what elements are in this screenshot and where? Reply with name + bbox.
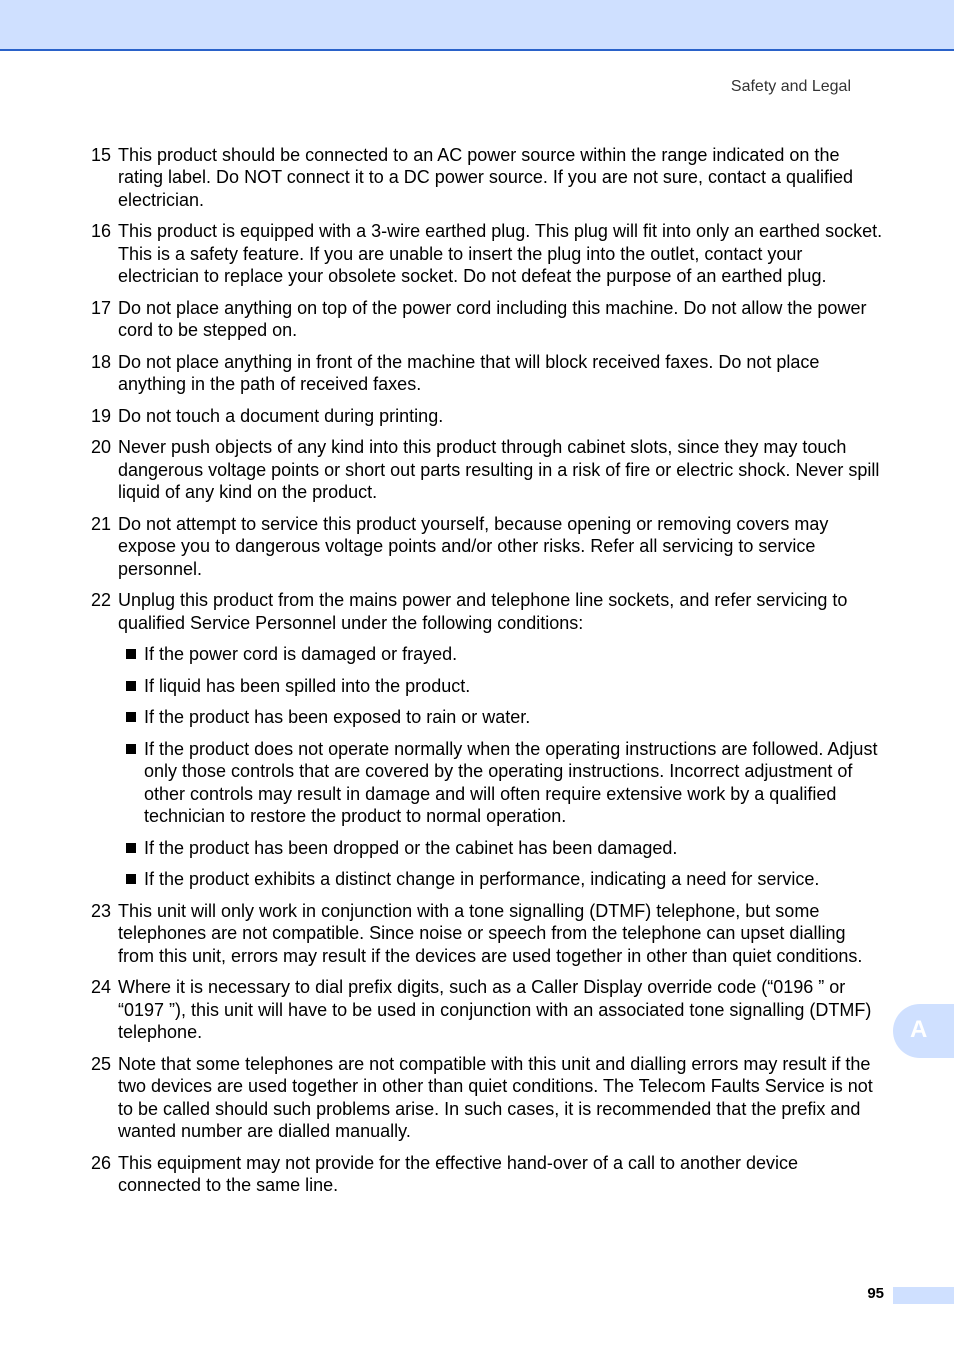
page-number: 95 [867,1285,884,1302]
list-item [91,405,884,427]
item-number: 20 [91,437,112,458]
item-number: 19 [91,405,112,426]
item-number: 21 [91,513,112,534]
bullet-item [126,868,884,890]
item-number: 25 [91,1053,112,1074]
conditions-list [126,643,884,891]
item-text: This product should be connected to an AC power source within the range indicated on the rating label. Do NOT connect it to a DC power source. If you are not sure, contact a qualified electrician. [118,145,854,210]
bullet-item [126,675,884,697]
item-text: This unit will only work in conjunction with a tone signalling (DTMF) telephone, but some telephones are not compatible. Since noise or speech from the telephone can upset dialling from this unit, errors may result if the devices are used together in other than quiet conditions. [118,901,863,966]
list-item [91,1152,884,1197]
footer-band [893,1287,954,1304]
item-text: This product is equipped with a 3-wire earthed plug. This plug will fit into only an earthed socket. This is a safety feature. If you are unable to insert the plug into the outlet, contact your electrician to replace your obsolete socket. Do not defeat the purpose of an earthed plug. [118,221,883,287]
item-number: 22 [91,590,112,611]
square-bullet-icon [126,649,136,659]
bullet-text: If liquid has been spilled into the product. [144,675,471,696]
item-text: This equipment may not provide for the effective hand-over of a call to another device connected to the same line. [118,1152,799,1196]
square-bullet-icon [126,874,136,884]
list-item [91,351,884,396]
bullet-text: If the product has been dropped or the cabinet has been damaged. [144,837,678,858]
item-text: Never push objects of any kind into this product through cabinet slots, since they may touch dangerous voltage points or short out parts resulting in a risk of fire or electric shock. Never spill liquid of any kind on the product. [118,437,880,503]
bullet-text: If the product does not operate normally when the operating instructions are followed. Adjust only those controls that are covered by the operating instructions. Incorrect adjustment of other controls may result in damage and will often require extensive work by a qualified technician to restore the product to normal operation. [144,739,878,827]
list-item [91,976,884,1043]
item-text: Note that some telephones are not compatible with this unit and dialling errors may result if the two devices are used together in other than quiet conditions. The Telecom Faults Service is not to be called should such problems arise. In such cases, it is recommended that the prefix and wanted number are dialled manually. [118,1053,873,1142]
list-item [91,436,884,503]
square-bullet-icon [126,744,136,754]
header-band [0,0,954,51]
bullet-item [126,738,884,828]
item-number: 16 [91,221,112,242]
item-number: 24 [91,977,112,998]
item-text: Do not attempt to service this product yourself, because opening or removing covers may expose you to dangerous voltage points and/or other risks. Refer all servicing to service personnel. [118,513,829,579]
list-item [91,297,884,342]
square-bullet-icon [126,681,136,691]
bullet-text: If the product has been exposed to rain or water. [144,707,531,728]
item-text: Unplug this product from the mains power and telephone line sockets, and refer servicing to qualified Service Personnel under the following conditions: [118,590,848,633]
list-item [91,220,884,287]
bullet-item [126,837,884,859]
bullet-text: If the product exhibits a distinct change in performance, indicating a need for service. [144,869,820,890]
item-number: 17 [91,297,112,318]
appendix-tab-label: A [910,1016,928,1043]
list-item [91,589,884,634]
square-bullet-icon [126,843,136,853]
list-item [91,900,884,967]
bullet-item [126,643,884,665]
item-number: 15 [91,145,112,165]
bullet-item [126,706,884,728]
item-text: Do not place anything in front of the machine that will block received faxes. Do not place anything in the path of received faxes. [118,351,820,395]
item-text: Do not place anything on top of the power cord including this machine. Do not allow the power cord to be stepped on. [118,297,867,341]
list-item [91,144,884,211]
list-item [91,513,884,580]
item-number: 18 [91,351,112,372]
item-number: 26 [91,1152,112,1173]
item-text: Where it is necessary to dial prefix digits, such as a Caller Display override code (“0196 ” or “0197 ”), this unit will have to be used in conjunction with an associated tone signalling (DTMF) telephone. [118,977,872,1043]
item-text: Do not touch a document during printing. [118,405,444,426]
appendix-tab [893,1004,954,1058]
square-bullet-icon [126,712,136,722]
safety-list [91,144,884,1206]
list-item [91,1053,884,1143]
item-number: 23 [91,901,112,921]
bullet-text: If the power cord is damaged or frayed. [144,644,458,665]
section-title: Safety and Legal [730,78,851,95]
